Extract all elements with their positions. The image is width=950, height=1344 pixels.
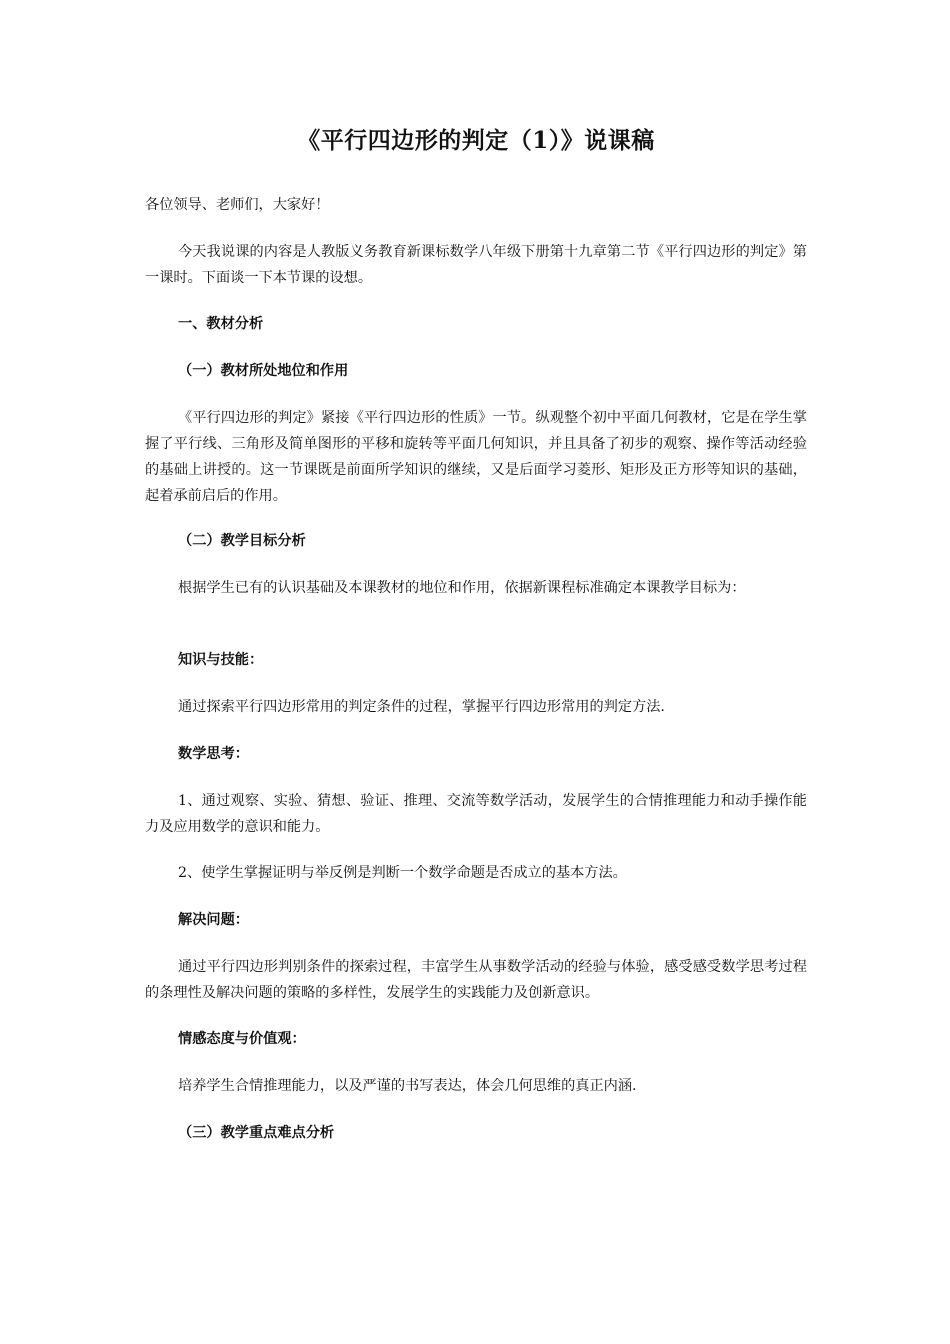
- emotion-values-body: 培养学生合情推理能力，以及严谨的书写表达，体会几何思维的真正内涵.: [178, 1078, 637, 1094]
- math-thinking-item-2: 2、使学生掌握证明与举反例是判断一个数学命题是否成立的基本方法。: [178, 865, 627, 881]
- document-title: 《平行四边形的判定（1）》说课稿: [297, 127, 655, 154]
- subsection-heading-3: （三）教学重点难点分析: [178, 1125, 335, 1141]
- subsection-1-body: 《平行四边形的判定》紧接《平行四边形的性质》一节。纵观整个初中平面几何教材，它是在学生掌握了平行线、三角形及简单图形的平移和旋转等平面几何知识，并且具备了初步的观察、操作等活动经验的基础上讲授的。这一节课既是前面所学知识的继续，又是后面学习菱形、矩形及正方形等知识的基础，起着承前启后的作用。: [145, 410, 807, 504]
- math-thinking-item-1: 1、通过观察、实验、猜想、验证、推理、交流等数学活动，发展学生的合情推理能力和动手操作能力及应用数学的意识和能力。: [145, 793, 807, 835]
- problem-solving-heading: 解决问题：: [178, 912, 249, 928]
- problem-solving-body: 通过平行四边形判别条件的探索过程，丰富学生从事数学活动的经验与体验，感受感受数学思考过程的条理性及解决问题的策略的多样性，发展学生的实践能力及创新意识。: [145, 959, 807, 1001]
- subsection-heading-1: （一）教材所处地位和作用: [178, 363, 349, 379]
- section-heading-1: 一、教材分析: [178, 316, 264, 332]
- subsection-heading-2: （二）教学目标分析: [178, 533, 306, 549]
- knowledge-heading: 知识与技能：: [178, 652, 264, 668]
- intro-paragraph: 今天我说课的内容是人教版义务教育新课标数学八年级下册第十九章第二节《平行四边形的判定》第一课时。下面谈一下本节课的设想。: [145, 244, 807, 286]
- emotion-values-heading: 情感态度与价值观：: [178, 1031, 306, 1047]
- knowledge-body: 通过探索平行四边形常用的判定条件的过程，掌握平行四边形常用的判定方法.: [178, 699, 665, 715]
- math-thinking-heading: 数学思考：: [178, 746, 249, 762]
- subsection-2-body: 根据学生已有的认识基础及本课教材的地位和作用，依据新课程标准确定本课教学目标为：: [178, 580, 746, 596]
- greeting: 各位领导、老师们，大家好！: [145, 197, 330, 213]
